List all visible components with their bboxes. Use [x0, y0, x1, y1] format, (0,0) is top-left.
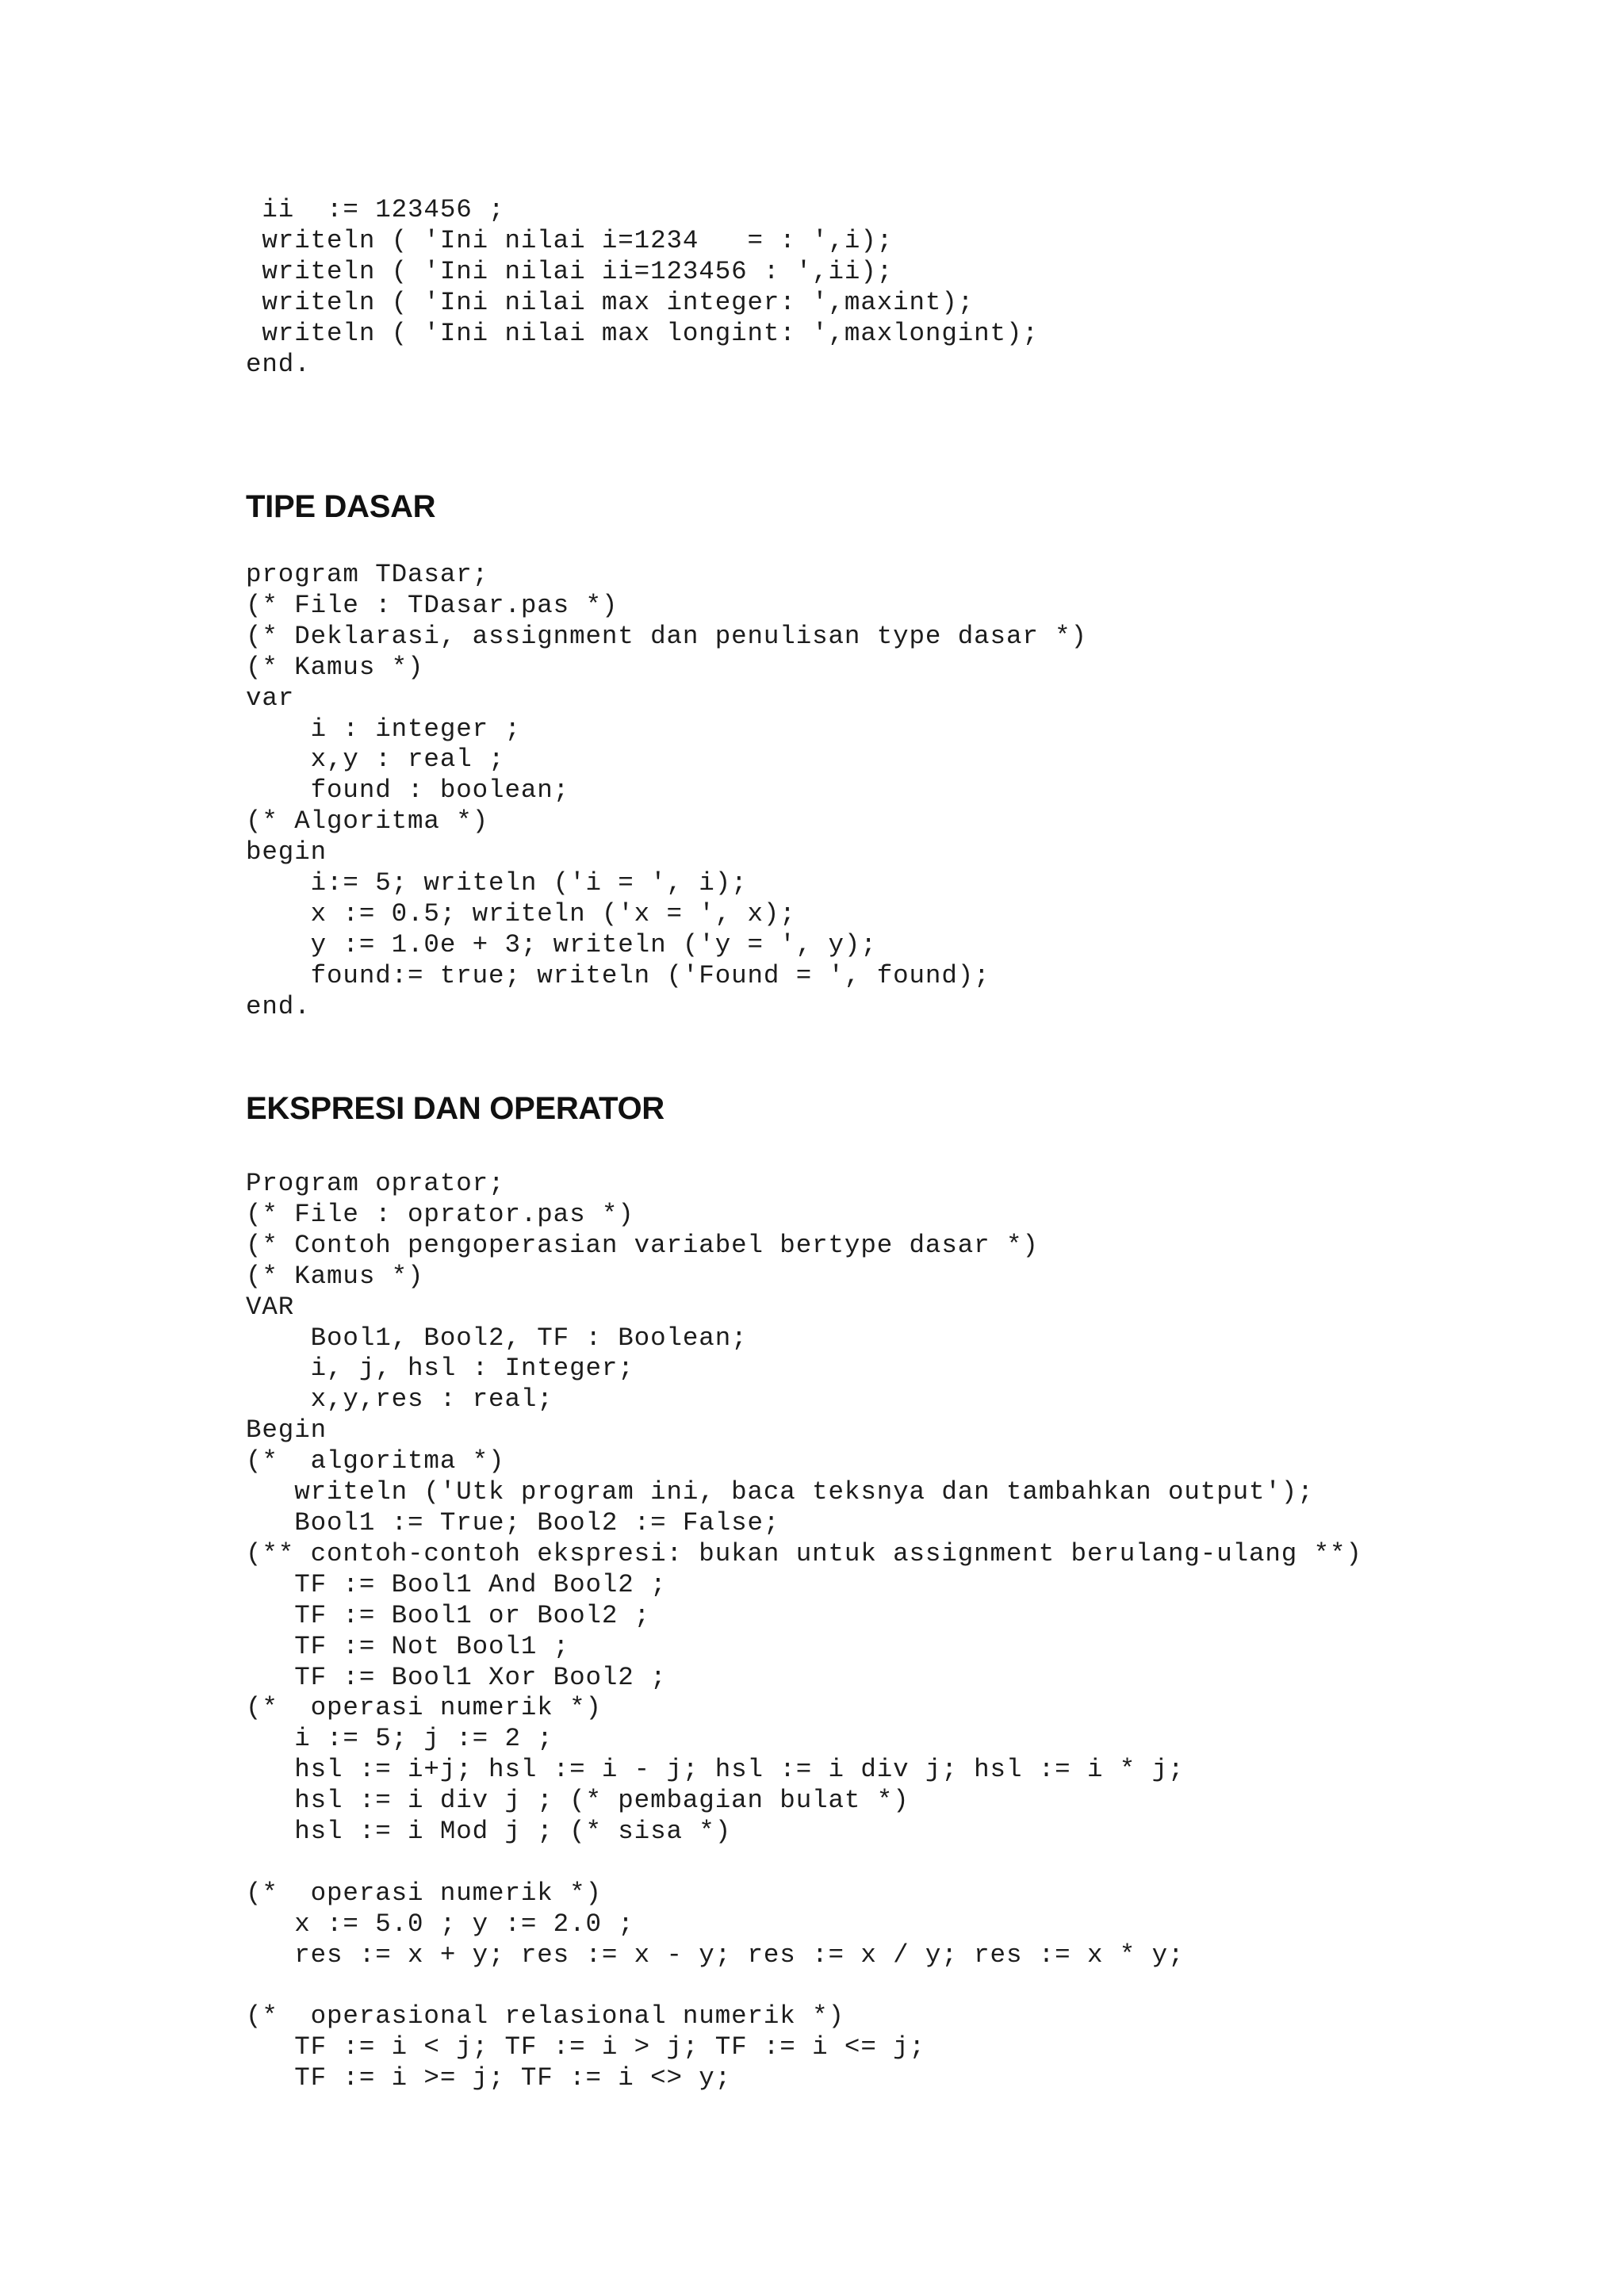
- code-block-tdasar: program TDasar; (* File : TDasar.pas *) (* Deklarasi, assignment dan penulisan type dasar *) (* Kamus *) var i : integer ; x,y : real ; found : boolean; (* Algoritma *) begin i:= 5; writeln ('i = ', i); x := 0.5; writeln ('x = ', x); y := 1.0e + 3; writeln ('y = ', y); found:= true; writeln ('Found = ', found); end.: [246, 560, 1087, 1021]
- section-heading-ekspresi-dan-operator: EKSPRESI DAN OPERATOR: [246, 1091, 665, 1126]
- section-heading-tipe-dasar: TIPE DASAR: [246, 489, 436, 524]
- code-block-longint-output: ii := 123456 ; writeln ( 'Ini nilai i=1234 = : ',i); writeln ( 'Ini nilai ii=123456 : ',ii); writeln ( 'Ini nilai max integer: ',maxint); writeln ( 'Ini nilai max longint: ',maxlongint); end.: [246, 195, 1039, 379]
- code-block-oprator: Program oprator; (* File : oprator.pas *) (* Contoh pengoperasian variabel bertype dasar *) (* Kamus *) VAR Bool1, Bool2, TF : Boolean; i, j, hsl : Integer; x,y,res : real; Begin (* algoritma *) writeln ('Utk program ini, baca teksnya dan tambahkan output'); Bool1 := True; Bool2 := False; (** contoh-contoh ekspresi: bukan untuk assignment berulang-ulang **) TF := Bool1 And Bool2 ; TF := Bool1 or Bool2 ; TF := Not Bool1 ; TF := Bool1 Xor Bool2 ; (* operasi numerik *) i := 5; j := 2 ; hsl := i+j; hsl := i - j; hsl := i div j; hsl := i * j; hsl := i div j ; (* pembagian bulat *) hsl := i Mod j ; (* sisa *) (* operasi numerik *) x := 5.0 ; y := 2.0 ; res := x + y; res := x - y; res := x / y; res := x * y; (* operasional relasional numerik *) TF := i < j; TF := i > j; TF := i <= j; TF := i >= j; TF := i <> y;: [246, 1169, 1362, 2093]
